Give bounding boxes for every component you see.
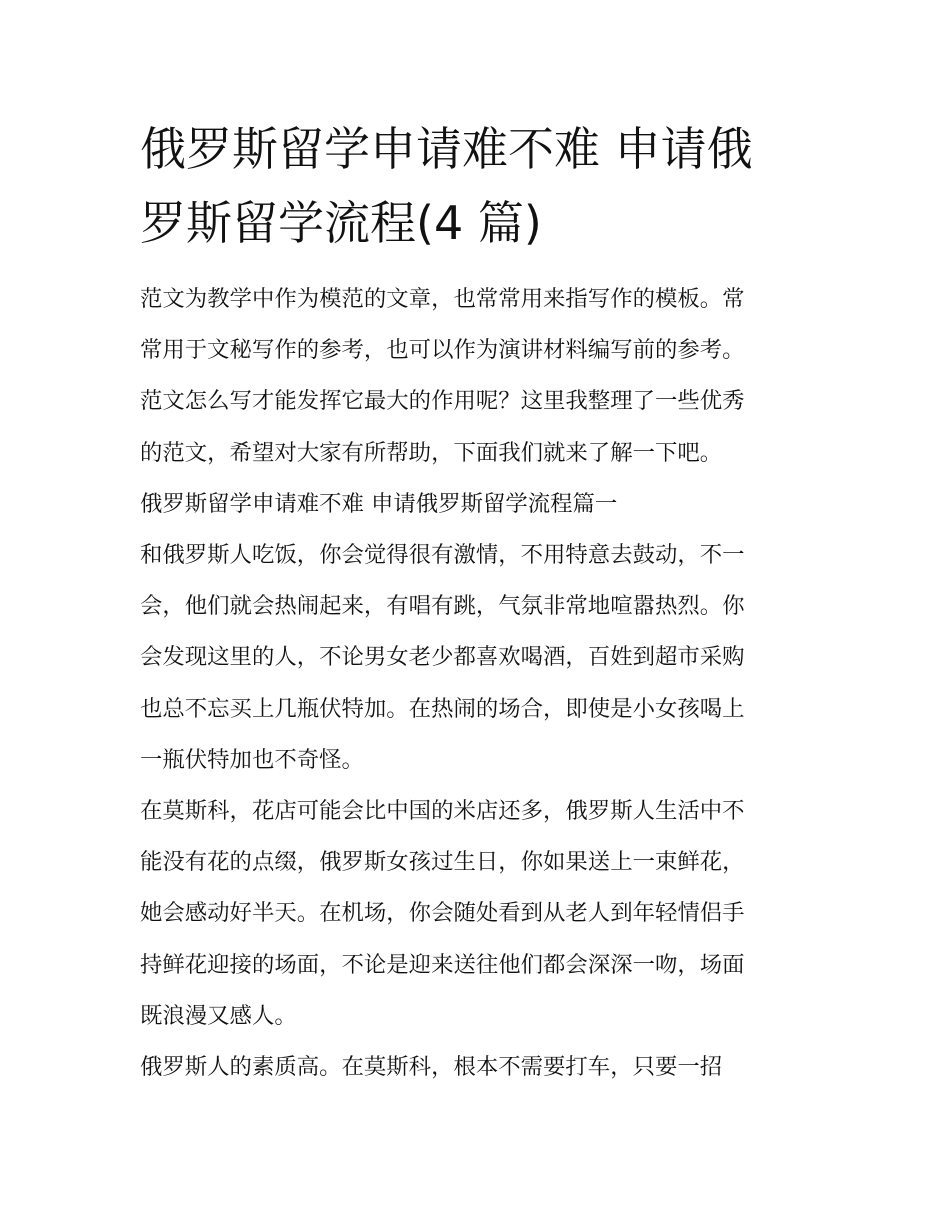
text-line: 既浪漫又感人。	[140, 1002, 297, 1029]
text-line: 她会感动好半天。在机场，你会随处看到从老人到年轻情侣手	[140, 900, 745, 927]
text-line: 和俄罗斯人吃饭，你会觉得很有激情，不用特意去鼓动，不一	[140, 542, 745, 569]
text-line: 能没有花的点缀，俄罗斯女孩过生日，你如果送上一束鲜花，	[140, 849, 745, 876]
text-line: 在莫斯科，花店可能会比中国的米店还多，俄罗斯人生活中不	[140, 798, 745, 825]
text-line: 会，他们就会热闹起来，有唱有跳，气氛非常地喧嚣热烈。你	[140, 593, 745, 620]
document-title	[140, 112, 812, 260]
text-line: 的范文，希望对大家有所帮助，下面我们就来了解一下吧。	[140, 439, 723, 466]
text-line: 范文为教学中作为模范的文章，也常常用来指写作的模板。常	[140, 286, 745, 312]
text-line: 俄罗斯人的素质高。在莫斯科，根本不需要打车，只要一招	[140, 1054, 723, 1081]
document-page	[140, 112, 812, 1093]
text-line: 也总不忘买上几瓶伏特加。在热闹的场合，即使是小女孩喝上	[140, 695, 745, 722]
body-paragraph-3	[140, 1042, 812, 1093]
section-heading: 俄罗斯留学申请难不难 申请俄罗斯留学流程篇一	[140, 490, 618, 517]
title-line: 罗斯留学流程(4 篇)	[140, 196, 542, 250]
document-body	[140, 274, 812, 1093]
text-line: 会发现这里的人，不论男女老少都喜欢喝酒，百姓到超市采购	[140, 644, 745, 671]
text-line: 持鲜花迎接的场面，不论是迎来送往他们都会深深一吻，场面	[140, 951, 745, 978]
title-line: 俄罗斯留学申请难不难 申请俄	[140, 122, 753, 176]
body-paragraph-1	[140, 530, 812, 786]
text-line: 范文怎么写才能发挥它最大的作用呢？这里我整理了一些优秀	[140, 388, 745, 415]
text-line: 一瓶伏特加也不奇怪。	[140, 746, 364, 773]
body-paragraph-2	[140, 786, 812, 1042]
text-line: 常用于文秘写作的参考，也可以作为演讲材料编写前的参考。	[140, 337, 745, 364]
intro-paragraph	[140, 274, 812, 479]
